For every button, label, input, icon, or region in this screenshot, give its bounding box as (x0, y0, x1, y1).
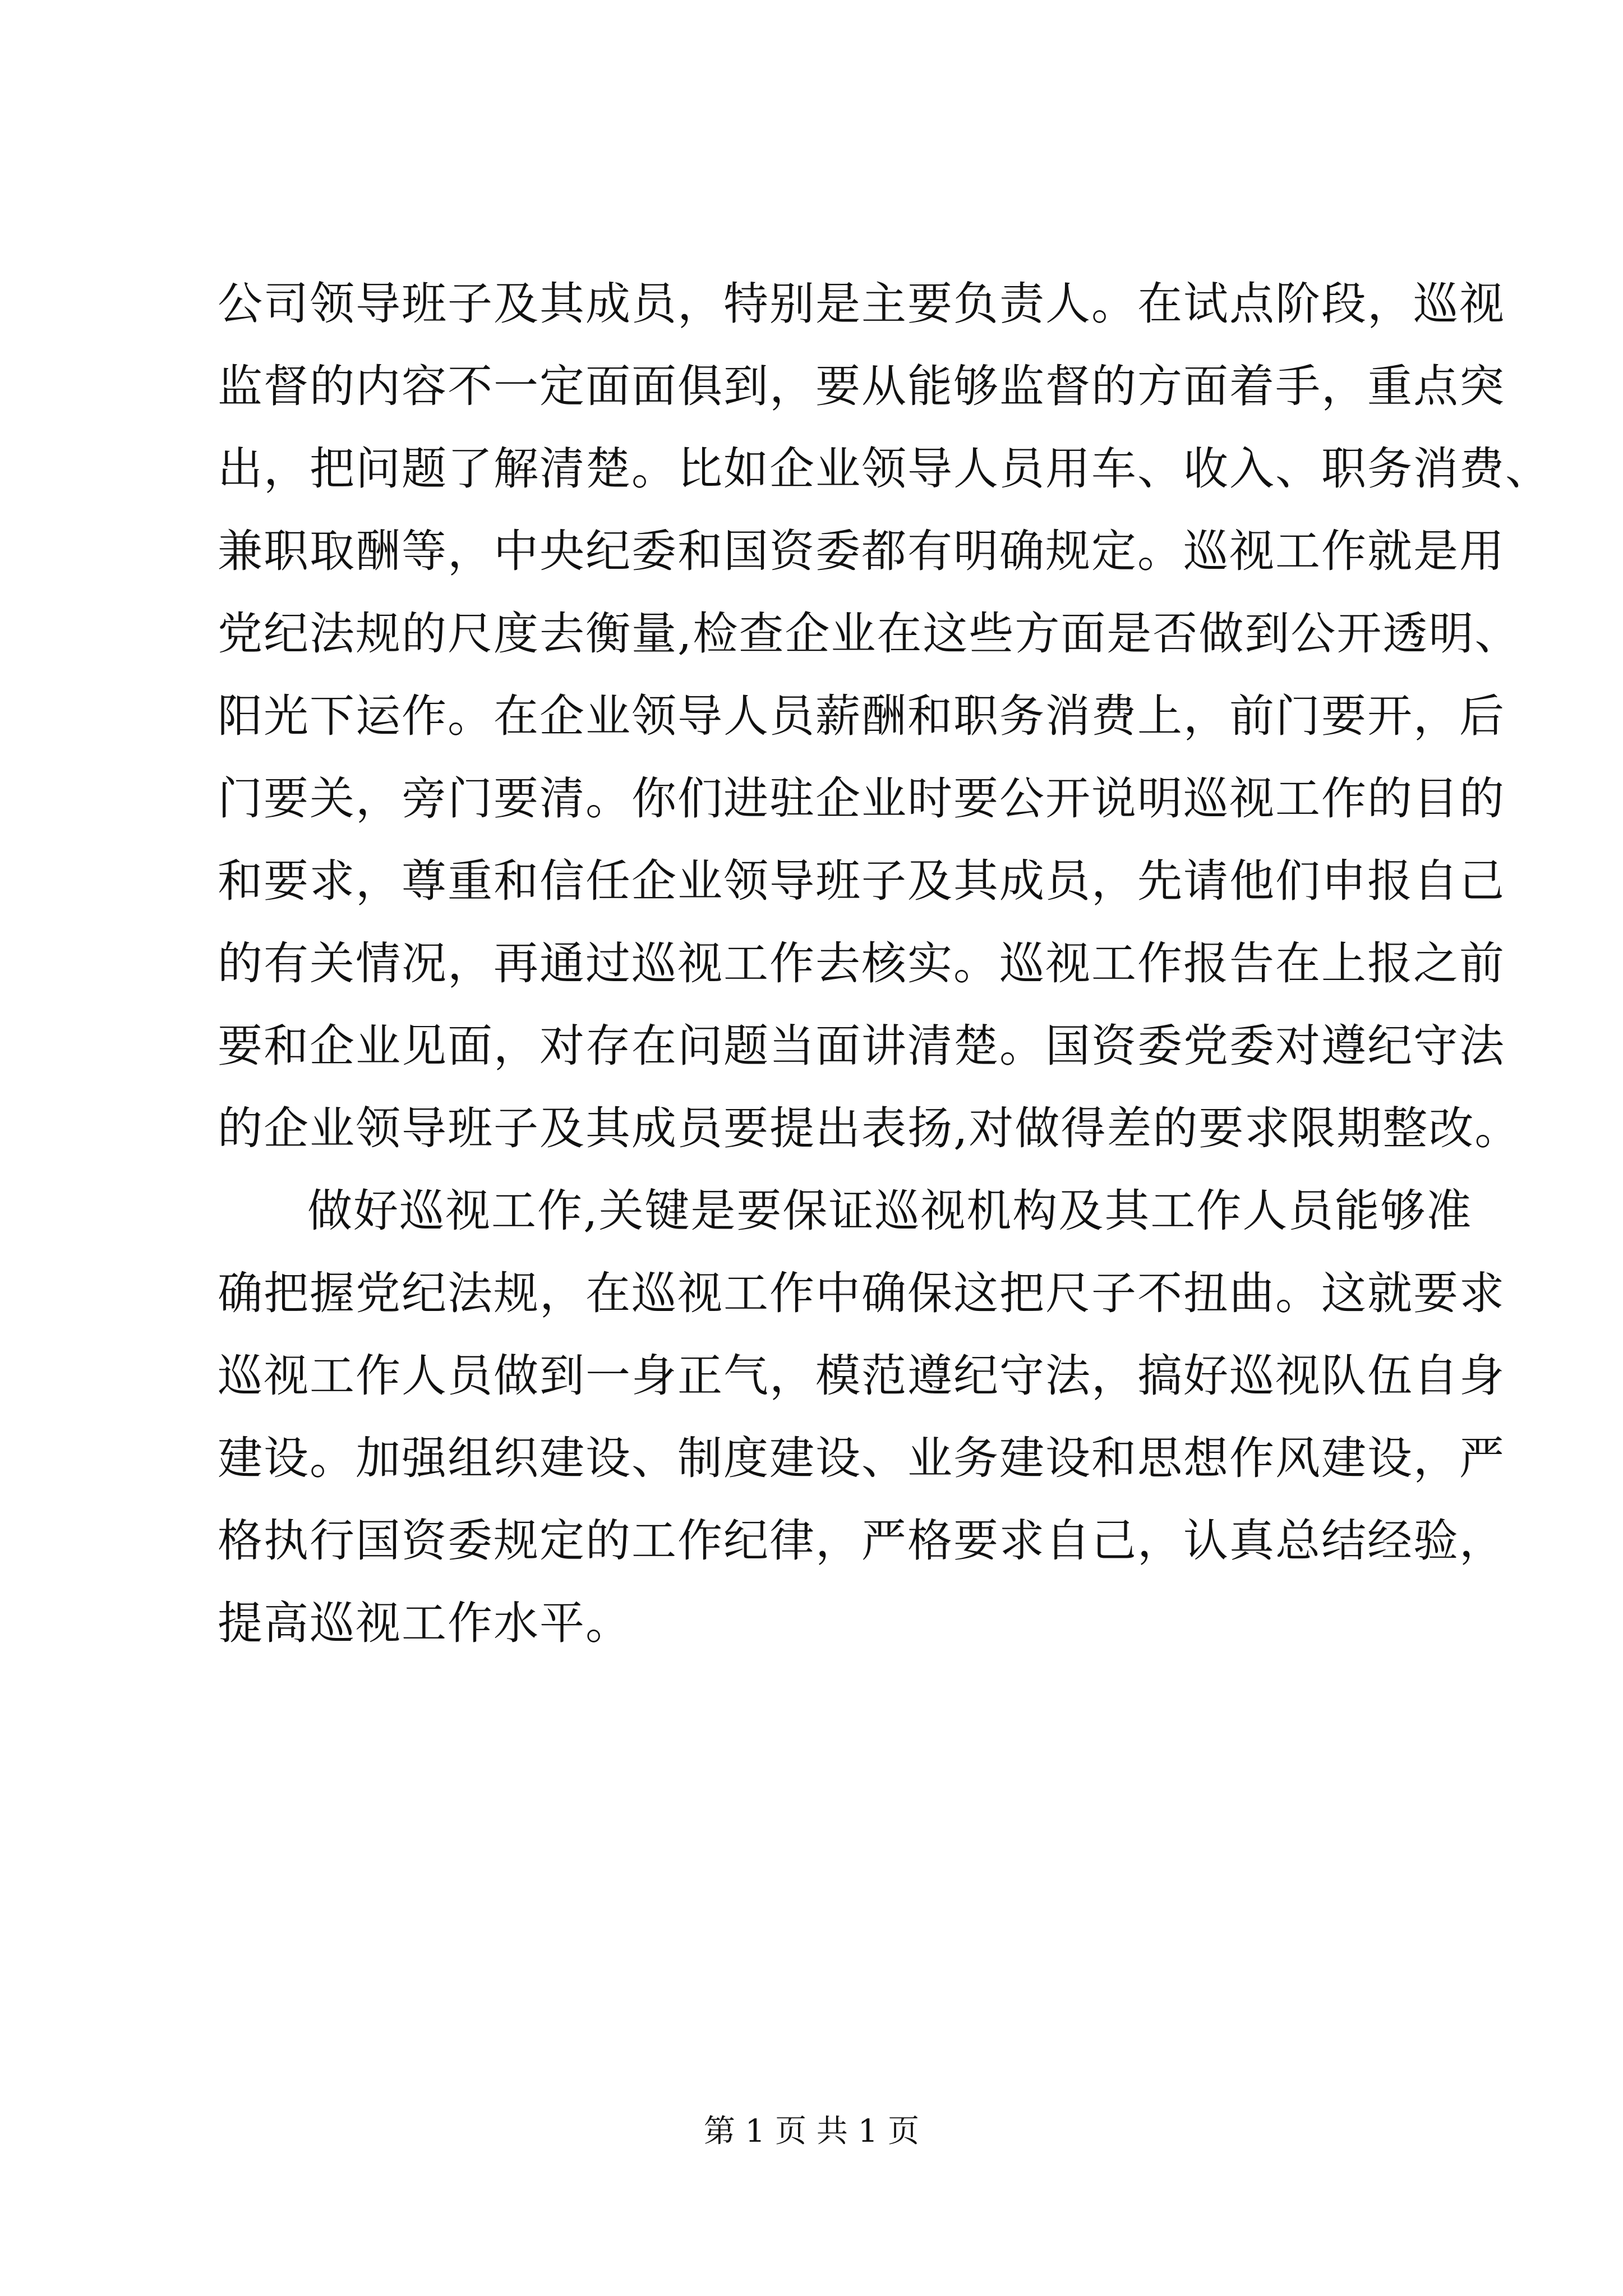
paragraph-1-line-7: 门要关，旁门要清。你们进驻企业时要公开说明巡视工作的目的 (218, 772, 1505, 825)
paragraph-2-line-1: 做好巡视工作,关键是要保证巡视机构及其工作人员能够准 (307, 1185, 1473, 1237)
paragraph-2-line-2: 确把握党纪法规，在巡视工作中确保这把尺子不扭曲。这就要求 (218, 1267, 1505, 1319)
paragraph-2-line-3: 巡视工作人员做到一身正气，模范遵纪守法，搞好巡视队伍自身 (218, 1350, 1505, 1402)
paragraph-1-line-3: 出，把问题了解清楚。比如企业领导人员用车、收入、职务消费、 (218, 443, 1551, 495)
paragraph-1-line-9: 的有关情况，再通过巡视工作去核实。巡视工作报告在上报之前 (218, 937, 1505, 990)
paragraph-1-line-6: 阳光下运作。在企业领导人员薪酬和职务消费上，前门要开，后 (218, 690, 1505, 742)
paragraph-1-line-8: 和要求，尊重和信任企业领导班子及其成员，先请他们申报自己 (218, 855, 1505, 907)
paragraph-1-line-2: 监督的内容不一定面面俱到，要从能够监督的方面着手，重点突 (218, 360, 1505, 412)
document-body (218, 263, 1551, 1664)
paragraph-1-line-11: 的企业领导班子及其成员要提出表扬,对做得差的要求限期整改。 (218, 1102, 1521, 1154)
paragraph-2-line-4: 建设。加强组织建设、制度建设、业务建设和思想作风建设，严 (218, 1432, 1505, 1484)
paragraph-1-line-1: 公司领导班子及其成员，特别是主要负责人。在试点阶段，巡视 (218, 278, 1505, 330)
paragraph-2-line-5: 格执行国资委规定的工作纪律，严格要求自己，认真总结经验， (218, 1515, 1505, 1567)
paragraph-1-line-4: 兼职取酬等，中央纪委和国资委都有明确规定。巡视工作就是用 (218, 525, 1505, 577)
paragraph-1-line-10: 要和企业见面，对存在问题当面讲清楚。国资委党委对遵纪守法 (218, 1020, 1505, 1072)
paragraph-2-line-6: 提高巡视工作水平。 (218, 1597, 631, 1649)
paragraph-1-line-5: 党纪法规的尺度去衡量,检查企业在这些方面是否做到公开透明、 (218, 608, 1521, 660)
page-footer: 第 1 页 共 1 页 (703, 2113, 920, 2150)
